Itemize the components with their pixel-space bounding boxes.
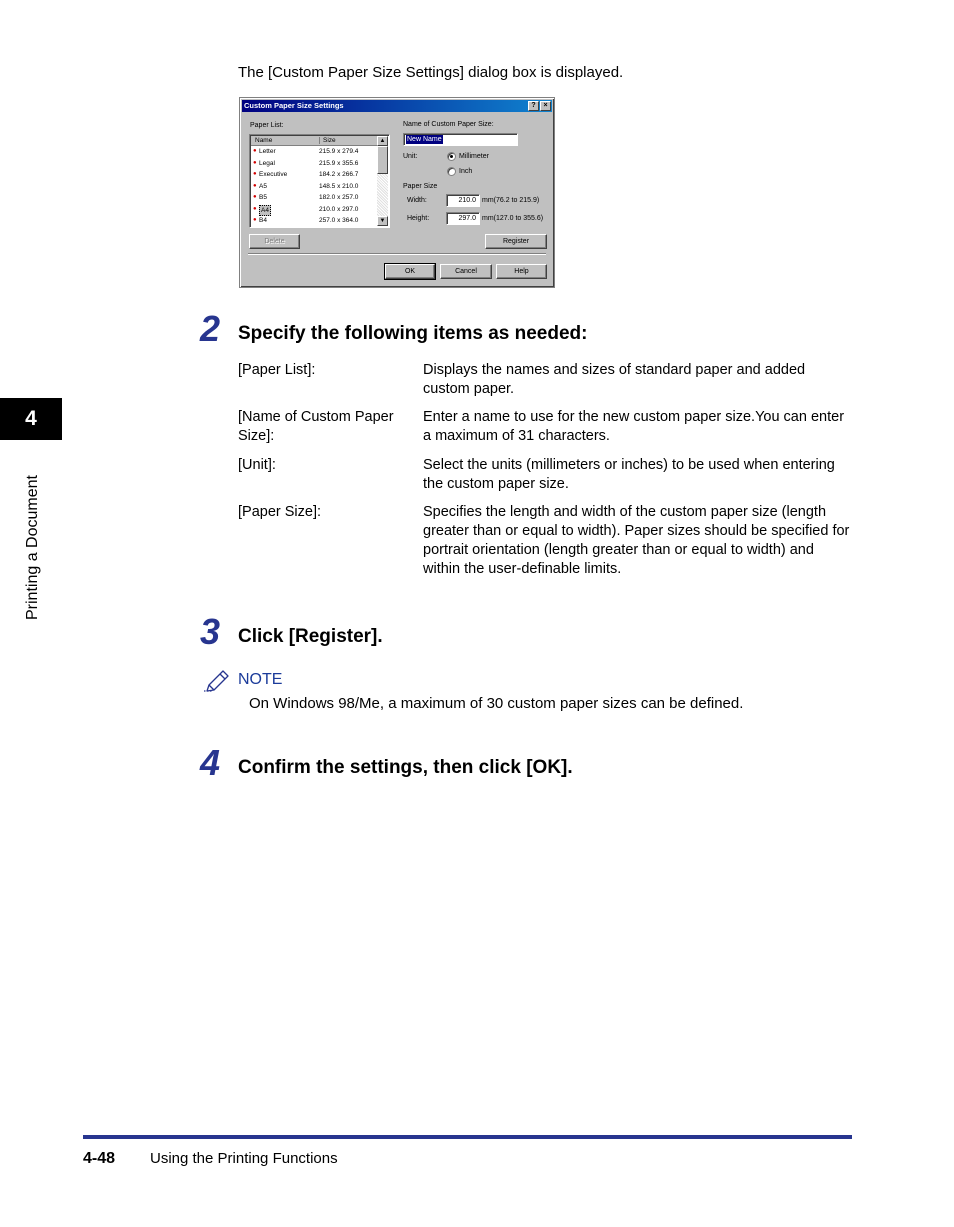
width-input[interactable]: 210.0 <box>446 194 480 207</box>
paper-name: B5 <box>259 194 267 201</box>
paper-list-header <box>251 136 378 146</box>
paper-list[interactable] <box>249 134 390 228</box>
delete-button[interactable]: Delete <box>249 234 300 249</box>
paper-icon: ● <box>253 171 257 177</box>
desc-term-unit: [Unit]: <box>238 457 276 473</box>
paper-size: 215.9 x 279.4 <box>319 148 359 155</box>
paper-size: 182.0 x 257.0 <box>319 194 359 201</box>
help-button[interactable]: Help <box>496 264 547 279</box>
list-item[interactable] <box>251 192 378 204</box>
column-name[interactable]: Name <box>255 137 273 144</box>
step-3-title: Click [Register]. <box>238 626 383 647</box>
paper-icon: ● <box>253 205 257 212</box>
paper-size-group-label: Paper Size <box>403 183 438 190</box>
desc-def-name: Enter a name to use for the new custom paper size.You can enter a maximum of 31 characters. <box>423 409 845 444</box>
list-item[interactable] <box>251 169 378 181</box>
cancel-button[interactable]: Cancel <box>440 264 492 279</box>
step-2-number: 2 <box>200 308 221 349</box>
footer-title: Using the Printing Functions <box>150 1150 338 1167</box>
intro-text: The [Custom Paper Size Settings] dialog box is displayed. <box>238 64 624 81</box>
footer-rule <box>83 1135 852 1139</box>
step-3-number: 3 <box>200 611 221 652</box>
dialog-separator <box>248 253 546 255</box>
desc-term-name: [Name of Custom Paper Size]: <box>238 409 394 444</box>
custom-name-input[interactable] <box>403 133 518 146</box>
paper-list-label: Paper List: <box>250 122 284 129</box>
help-title-button[interactable]: ? <box>528 101 539 111</box>
unit-millimeter-radio[interactable] <box>447 152 456 161</box>
dialog-titlebar <box>242 100 552 112</box>
width-label: Width: <box>407 197 427 204</box>
scroll-up-icon[interactable]: ▲ <box>377 136 388 146</box>
list-item[interactable] <box>251 158 378 170</box>
step-4-number: 4 <box>200 742 221 783</box>
chapter-label: Printing a Document <box>24 475 41 620</box>
paper-icon: ● <box>253 182 257 189</box>
paper-icon: ● <box>253 194 257 200</box>
list-item[interactable] <box>251 181 378 193</box>
note-text: On Windows 98/Me, a maximum of 30 custom paper sizes can be defined. <box>249 695 744 712</box>
height-input[interactable]: 297.0 <box>446 212 480 225</box>
custom-paper-size-dialog <box>239 97 555 288</box>
list-item[interactable] <box>251 215 378 227</box>
paper-list-scrollbar[interactable] <box>377 136 388 226</box>
pencil-icon <box>203 668 233 692</box>
paper-name: A4 <box>261 206 269 214</box>
paper-name: Legal <box>259 159 275 167</box>
paper-icon: ● <box>253 148 257 154</box>
desc-def-paper-size: Specifies the length and width of the custom paper size (length greater than or equal to width). Paper sizes should be specified for portrait orientation (length greater than or equal to width) and within the user-definable limits. <box>423 504 850 577</box>
desc-def-unit: Select the units (millimeters or inches) to be used when entering the custom paper size. <box>423 457 835 492</box>
paper-size: 184.2 x 266.7 <box>319 171 359 178</box>
paper-name: B4 <box>259 217 267 224</box>
chapter-tab: 4 <box>0 398 62 440</box>
desc-def-paper-list: Displays the names and sizes of standard paper and added custom paper. <box>423 362 806 397</box>
paper-size: 257.0 x 364.0 <box>319 217 359 224</box>
list-item[interactable] <box>251 146 378 158</box>
unit-millimeter-label: Millimeter <box>459 153 489 160</box>
paper-size: 210.0 x 297.0 <box>319 205 359 213</box>
dialog-title: Custom Paper Size Settings <box>244 101 344 110</box>
height-range: mm(127.0 to 355.6) <box>482 215 544 222</box>
desc-term-paper-size: [Paper Size]: <box>238 504 322 520</box>
paper-name: A5 <box>259 182 267 190</box>
paper-icon: ● <box>253 217 257 223</box>
page-number: 4-48 <box>83 1150 116 1167</box>
paper-size: 148.5 x 210.0 <box>319 182 359 190</box>
scroll-down-icon[interactable]: ▼ <box>377 216 388 226</box>
paper-icon: ● <box>253 159 257 166</box>
custom-name-value: New Name <box>407 136 442 143</box>
register-button[interactable]: Register <box>485 234 547 249</box>
desc-term-paper-list: [Paper List]: <box>238 362 316 378</box>
scroll-thumb[interactable] <box>377 146 388 174</box>
paper-name: Executive <box>259 171 288 178</box>
height-label: Height: <box>407 215 430 222</box>
ok-button[interactable]: OK <box>385 264 435 279</box>
close-icon[interactable]: × <box>540 101 551 111</box>
paper-size: 215.9 x 355.6 <box>319 159 359 167</box>
unit-label: Unit: <box>403 153 418 160</box>
paper-name: Letter <box>259 148 276 155</box>
unit-inch-radio[interactable] <box>447 167 456 176</box>
step-4-title: Confirm the settings, then click [OK]. <box>238 757 573 778</box>
name-label: Name of Custom Paper Size: <box>403 121 494 128</box>
list-item-selected[interactable] <box>251 204 378 216</box>
note-label: NOTE <box>238 671 283 688</box>
unit-inch-label: Inch <box>459 168 473 175</box>
step-2-title: Specify the following items as needed: <box>238 323 588 344</box>
column-size[interactable]: Size <box>319 137 336 144</box>
width-range: mm(76.2 to 215.9) <box>482 197 540 204</box>
